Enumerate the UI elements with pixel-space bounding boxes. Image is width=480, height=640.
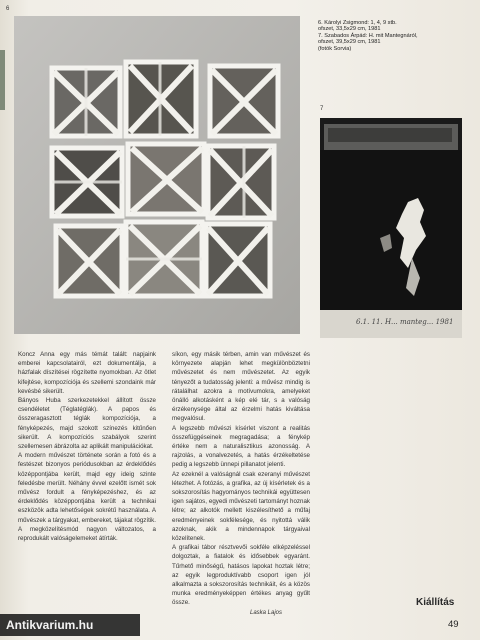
- paragraph: A grafikai tábor résztvevői sokféle elképzeléssel dolgoztak, a fiatalok és idősebbek egyaránt. Tűrhető minőségű, hatásos lapokat hoztak létre; az egyik legproduktívabb csoport igen jól alkalmazta a sokszorosítás technikáit, és a közös munka eredményeképpen értékes anyag gyűlt össze.: [172, 544, 310, 607]
- page-number: 49: [448, 619, 459, 630]
- figure-number-7: 7: [320, 106, 324, 112]
- paragraph: Bányos Huba szerkezetekkel állított össze csendéletet (Téglatéglák). A papos és összeragasztott téglák kompozíciója, a fényképezés, majd szokott színezés kitűnően sikerült. A kompozíciós szabályok szerint szellemesen ábrázolta az aplikált manipulációkat.: [18, 397, 156, 451]
- caption-line: ofszet, 39,5x29 cm, 1981: [318, 39, 381, 46]
- paragraph: Koncz Anna egy más témát talált: napjaink emberei kapcsolatairól, ezt dokumentálja, a házfalak díszítései rögzítette nyomokban. Az ötlet kifejtése, kompozíciója és szellemi szondaink már kevésbé sikerült.: [18, 351, 156, 395]
- article-column-right: [172, 350, 310, 608]
- section-label: Kiállítás: [416, 597, 455, 608]
- photo-grid-artwork: [14, 16, 300, 334]
- author-signature: Laska Lajos: [250, 610, 283, 616]
- handwritten-note: 6.1. 11. H... manteg... 1981: [356, 318, 454, 326]
- dark-photo-graphic: [320, 118, 462, 338]
- grid-artwork-graphic: [14, 16, 300, 334]
- article-column-left: [18, 350, 156, 543]
- figure-number-6: 6: [6, 6, 10, 12]
- paragraph: Az ezeknél a valóságnál csak ezeranyi művészet létezhet. A fotózás, a grafika, az új kísérletek és a sokszorosítás hagyományos technikái együttesen igen sajátos, egyedi művészeti tartományt hoznak létre; az alkotók mellett kiszélesíthető a műfaj eredményeinek sokfélesége, és nyitottá válik azoknak, akik a mindennapok tárgyaival közelítenek.: [172, 470, 310, 543]
- caption-line: 7. Szabados Árpád: H. mit Mantegnáról,: [318, 32, 418, 39]
- photo-caption: [318, 20, 468, 52]
- paragraph: A legszebb művészi kísérlet viszont a realitás összefüggéseinek megragadása; a fénykép értéke nem a naturalisztikus azonosság. A rajzolás, a vonalvezetés, a hatás érzékeltetése pedig a legszebb ünnepi pillanatot jelenti.: [172, 424, 310, 469]
- paragraph: A modern művészet története során a fotó és a festészet bizonyos periódusokban az érdeklődés középpontjába került, majd egy ideig szinte feledésbe merült. Néhány évvel ezelőtt ismét sok művész fordult a fényképezéshez, és az érdeklődés középpontjába került a technikai eszközök adta lehetőségek sokrétű használata. A művészek a tárgyakat, embereket, tájakat rögzítik. A megközelítésmód nagyon változatos, a reprodukált valóságelemeket átírták.: [18, 452, 156, 543]
- page-edge-marker: [0, 50, 5, 110]
- caption-line: (fotók Sorvia): [318, 45, 352, 52]
- paragraph: síkon, egy másik térben, amin van művészet és környezete alapján lehet megkülönböztetni művészetet és nem művészetet. Az egyik tényezőt a tudatosság jelenti: a művész mindig is rátalálhat azokra a motívumokra, amelyeket önálló alkotásként a kép elé tár, s a valóság érzékenysége által az érzelmi hatás kiváltása megvalósul.: [172, 351, 310, 423]
- watermark-logo: Antikvarium.hu: [0, 614, 140, 636]
- photo-dark-figure: [320, 118, 462, 338]
- caption-line: ofszet, 33,5x29 cm, 1981: [318, 26, 381, 33]
- caption-line: 6. Károlyi Zsigmond: 1, 4, 9 stb.: [318, 20, 397, 26]
